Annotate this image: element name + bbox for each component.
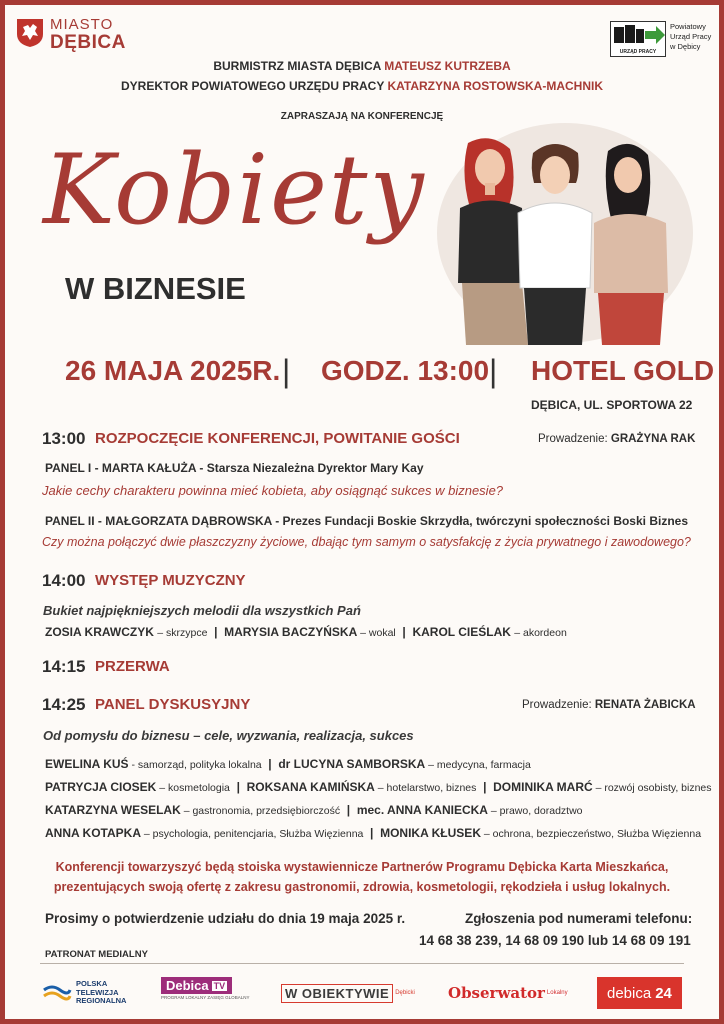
s2-title: WYSTĘP MUZYCZNY — [95, 572, 246, 589]
pup-name-line2: Urząd Pracy — [670, 32, 712, 41]
panelist-role: – gastronomia, przedsiębiorczość — [180, 805, 341, 817]
poster — [5, 5, 719, 1019]
wobiektywie-name: W OBIEKTYWIE — [281, 984, 393, 1003]
wobiektywie-logo — [281, 977, 415, 1009]
pup-name-line3: w Dębicy — [670, 42, 701, 51]
divider — [40, 963, 684, 964]
organizer-2-name: KATARZYNA ROSTOWSKA-MACHNIK — [387, 79, 603, 93]
separator-1: | — [282, 353, 291, 389]
performer-1-role: – skrzypce — [157, 627, 208, 639]
organizer-line-2 — [5, 79, 719, 93]
event-date: 26 MAJA 2025R. — [65, 355, 281, 386]
organizer-line-1 — [5, 59, 719, 73]
s1-lead-label: Prowadzenie: — [538, 433, 611, 445]
phones: 14 68 38 239, 14 68 09 190 lub 14 68 09 191 — [419, 933, 691, 948]
tvp-line-2: TELEWIZJA — [76, 987, 119, 997]
panelist-role: – ochrona, bezpieczeństwo, Służba Więzienna — [480, 828, 702, 840]
panelists-row-1: EWELINA KUŚ - samorząd, polityka lokalna | dr LUCYNA SAMBORSKA – medycyna, farmacja — [45, 757, 531, 771]
title-script: Kobiety — [43, 134, 426, 246]
s1-title: ROZPOCZĘCIE KONFERENCJI, POWITANIE GOŚCI — [95, 430, 460, 447]
event-address: DĘBICA, UL. SPORTOWA 22 — [531, 398, 693, 412]
separator-2: | — [489, 353, 498, 389]
panel1-text: PANEL I - MARTA KAŁUŻA - Starsza Niezależna Dyrektor Mary Kay — [45, 461, 424, 475]
panelist-role: – kosmetologia — [156, 782, 230, 794]
s4-lead-name: RENATA ŻABICKA — [594, 699, 696, 711]
rsvp-text: Prosimy o potwierdzenie udziału do dnia 19 maja 2025 r. — [45, 911, 406, 926]
panel1-question: Jakie cechy charakteru powinna mieć kobieta, aby osiągnąć sukces w biznesie? — [42, 483, 504, 498]
performer-2-role: – wokal — [360, 627, 396, 639]
panelists-row-2: PATRYCJA CIOSEK – kosmetologia | ROKSANA KAMIŃSKA – hotelarstwo, biznes | DOMINIKA MARĆ – rozwój osobisty, biznes — [45, 780, 712, 794]
s4-time: 14:25 — [42, 695, 86, 714]
panelist-name: EWELINA KUŚ — [45, 757, 129, 771]
s2-subtitle: Bukiet najpiękniejszych melodii dla wszystkich Pań — [43, 603, 361, 618]
panelist-name: PATRYCJA CIOSEK — [45, 780, 157, 794]
tvp-waves-icon — [42, 982, 72, 1004]
panel2-question: Czy można połączyć dwie płaszczyzny życiowe, dbając tym samym o satysfakcję z życia prywatnego i zawodowego? — [42, 535, 691, 549]
event-venue: HOTEL GOLD — [531, 355, 715, 386]
s2-time: 14:00 — [42, 571, 86, 590]
panelist-role: – hotelarstwo, biznes — [374, 782, 477, 794]
phones-label: Zgłoszenia pod numerami telefonu: — [465, 911, 693, 926]
obserwator-name: Obserwator — [448, 984, 545, 1002]
s1-time: 13:00 — [42, 429, 86, 448]
s4-subtitle: Od pomysłu do biznesu – cele, wyzwania, realizacja, sukces — [43, 728, 414, 743]
performer-3-name: KAROL CIEŚLAK — [412, 625, 511, 639]
debica24-number: 24 — [655, 984, 672, 1002]
panelists-row-3: KATARZYNA WESELAK – gastronomia, przedsiębiorczość | mec. ANNA KANIECKA – prawo, doradztwo — [45, 803, 583, 817]
info-line-2: prezentujących swoją ofertę z zakresu gastronomii, zdrowia, kosmetologii, rękodzieła i usług lokalnych. — [53, 880, 671, 894]
s1-lead — [538, 433, 695, 445]
tvp-line-1: POLSKA — [76, 979, 108, 989]
city-crest-icon — [16, 18, 44, 48]
organizer-2-title: DYREKTOR POWIATOWEGO URZĘDU PRACY — [120, 79, 388, 93]
panel2-text: PANEL II - MAŁGORZATA DĄBROWSKA - Prezes Fundacji Boskie Skrzydła, twórczyni społeczności Boski Biznes — [45, 514, 689, 528]
info-line-1: Konferencji towarzyszyć będą stoiska wystawiennicze Partnerów Programu Dębicka Karta Mieszkańca, — [55, 860, 669, 874]
panelist-name: mec. ANNA KANIECKA — [356, 803, 488, 817]
s3-time: 14:15 — [42, 657, 86, 676]
panelist-role: – prawo, doradztwo — [487, 805, 583, 817]
debica24-logo — [597, 977, 682, 1009]
title-sub: W BIZNESIE — [65, 271, 246, 306]
panelist-name: KATARZYNA WESELAK — [45, 803, 181, 817]
patronat-label: PATRONAT MEDIALNY — [45, 949, 148, 960]
invite-text: ZAPRASZAJĄ NA KONFERENCJĘ — [280, 111, 444, 122]
tvp-logo — [42, 977, 126, 1009]
event-time: GODZ. 13:00 — [321, 355, 490, 386]
panelist-name: MONIKA KŁUSEK — [380, 826, 481, 840]
obserwator-logo — [448, 977, 568, 1009]
s4-title: PANEL DYSKUSYJNY — [95, 696, 251, 713]
organizer-1-name: MATEUSZ KUTRZEBA — [384, 59, 511, 73]
pup-name — [670, 22, 719, 52]
pup-arrow-icon — [612, 23, 666, 49]
panelist-name: ROKSANA KAMIŃSKA — [246, 780, 375, 794]
panelist-name: dr LUCYNA SAMBORSKA — [278, 757, 426, 771]
performers-line: ZOSIA KRAWCZYK – skrzypce | MARYSIA BACZYŃSKA – wokal | KAROL CIEŚLAK – akordeon — [45, 625, 567, 639]
wobiektywie-sub: Dębicki — [395, 990, 415, 996]
performer-3-role: – akordeon — [514, 627, 567, 639]
debica24-name: debica — [607, 984, 652, 1002]
obserwator-sub: Lokalny — [546, 990, 568, 996]
panelist-name: DOMINIKA MARĆ — [493, 780, 593, 794]
panelist-role: - samorząd, polityka lokalna — [128, 759, 262, 771]
panelist-name: ANNA KOTAPKA — [45, 826, 141, 840]
s1-lead-name: GRAŻYNA RAK — [610, 433, 696, 445]
women-illustration — [430, 113, 695, 345]
tvp-line-3: REGIONALNA — [76, 996, 127, 1006]
pup-logo — [610, 21, 666, 57]
pup-box-label: URZĄD PRACY — [619, 49, 657, 55]
s4-lead-label: Prowadzenie: — [522, 699, 595, 711]
debica-tv-badge: TV — [213, 980, 226, 991]
panelist-role: – rozwój osobisty, biznes — [592, 782, 712, 794]
panelists-row-4: ANNA KOTAPKA – psychologia, penitencjaria, Służba Więzienna | MONIKA KŁUSEK – ochrona, bezpieczeństwo, Służba Więzienna — [45, 826, 702, 840]
s4-lead — [522, 699, 696, 711]
debica-tv-logo — [161, 977, 249, 1009]
organizer-1-title: BURMISTRZ MIASTA DĘBICA — [213, 59, 385, 73]
debica-tv-sub: PROGRAM LOKALNY ZASIĘG GLOBALNY — [161, 995, 250, 1000]
debica-tv-name: Debica — [166, 978, 209, 993]
performer-1-name: ZOSIA KRAWCZYK — [45, 625, 154, 639]
s3-title: PRZERWA — [95, 658, 170, 675]
city-name-line1: MIASTO — [50, 16, 114, 33]
panelist-role: – medycyna, farmacja — [425, 759, 531, 771]
pup-name-line1: Powiatowy — [670, 22, 706, 31]
city-name-line2: DĘBICA — [50, 32, 126, 53]
panelist-role: – psychologia, penitencjaria, Służba Więzienna — [141, 828, 364, 840]
performer-2-name: MARYSIA BACZYŃSKA — [224, 625, 357, 639]
